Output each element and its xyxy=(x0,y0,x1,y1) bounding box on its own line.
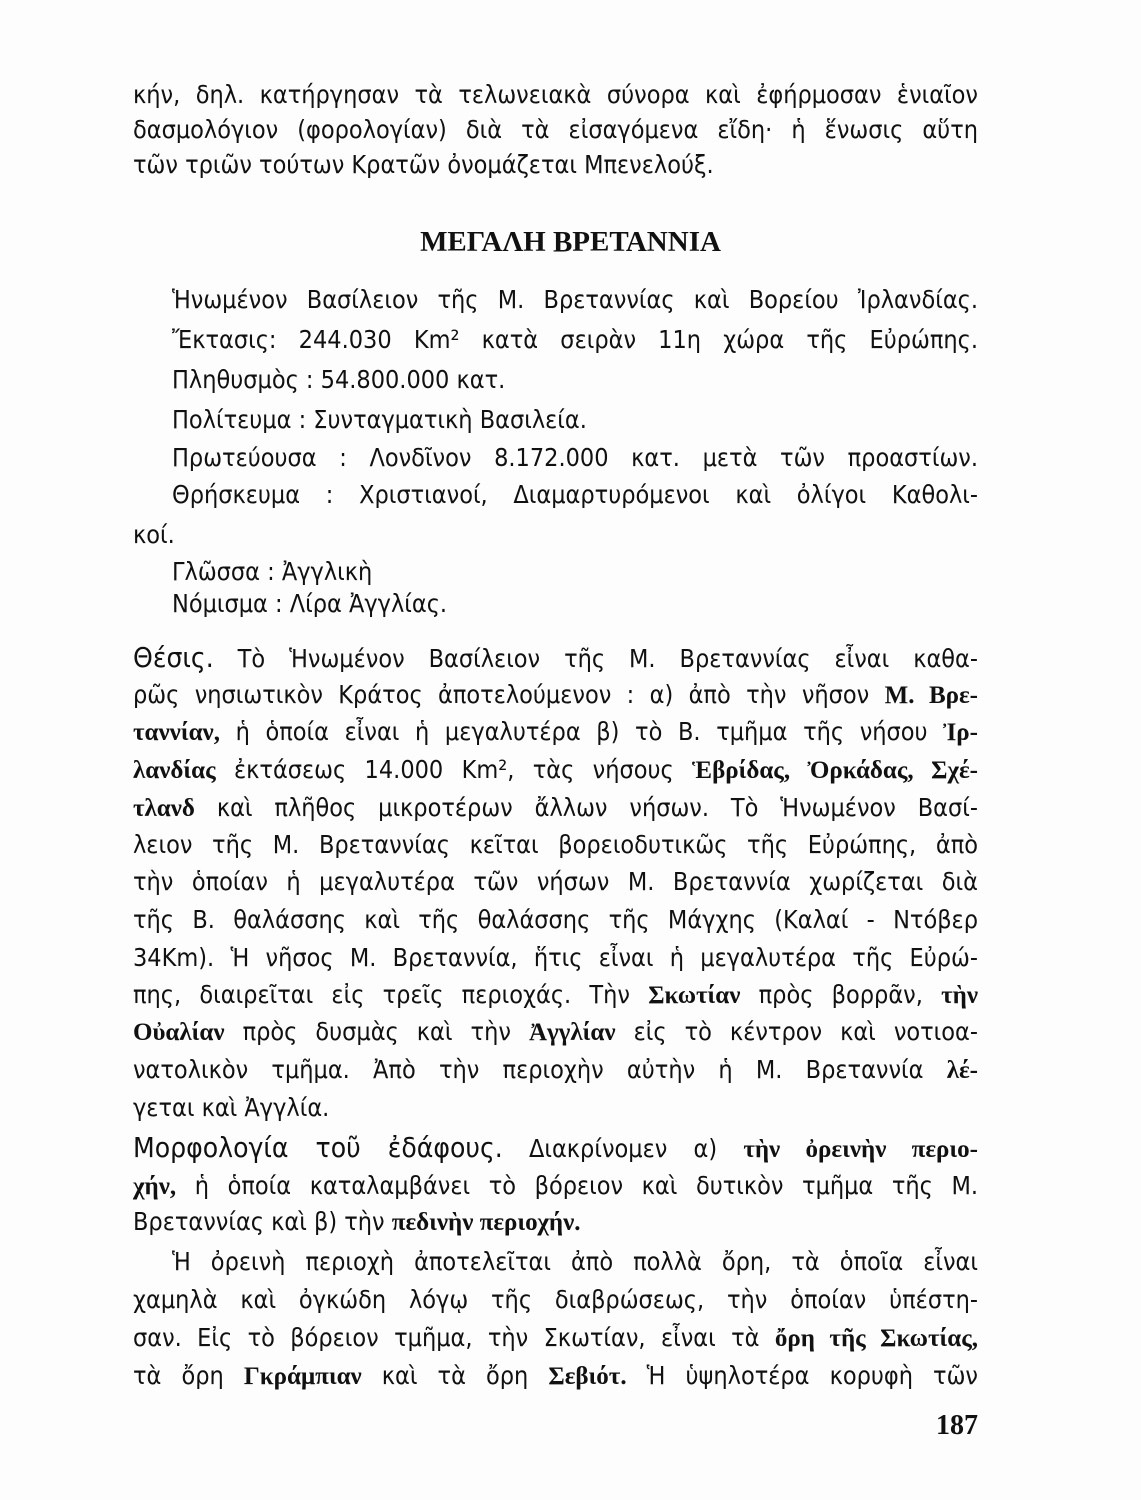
page-number: 187 xyxy=(936,1410,978,1441)
bold-term: Ἰρ- xyxy=(943,719,978,746)
text-span: ρῶς νησιωτικὸν Κράτος ἀποτελούμενον : α) ἀπὸ τὴν νῆσον xyxy=(133,680,885,709)
section-heading: ΜΕΓΑΛΗ ΒΡΕΤΑΝΝΙΑ xyxy=(420,226,721,258)
text-span: ἡ ὁποία καταλαμβάνει τὸ βόρειον καὶ δυτικὸν τμῆμα τῆς Μ. xyxy=(176,1171,978,1200)
text-span: τῆς Β. θαλάσσης καὶ τῆς θαλάσσης τῆς Μάγχης (Καλαί - Ντόβερ xyxy=(133,905,978,934)
text-span: τὴν ὁποίαν ἡ μεγαλυτέρα τῶν νήσων Μ. Βρεταννία χωρίζεται διὰ xyxy=(133,867,978,896)
text-line xyxy=(133,940,978,976)
text-line xyxy=(172,362,505,398)
text-line xyxy=(172,477,978,513)
text-line xyxy=(172,586,447,622)
text-line xyxy=(133,1090,329,1126)
bold-term: Οὐαλίαν xyxy=(133,1019,225,1046)
bold-term: ὄρη τῆς Σκωτίας, xyxy=(774,1325,978,1352)
text-line xyxy=(133,790,978,826)
text-line xyxy=(133,517,175,553)
bold-term: Μ. Βρε- xyxy=(884,682,979,709)
text-span: κοί. xyxy=(133,520,175,549)
text-span: Ἡνωμένον Βασίλειον τῆς Μ. Βρεταννίας καὶ Βορείου Ἰρλανδίας. xyxy=(172,285,978,314)
text-span: σαν. Εἰς τὸ βόρειον τμῆμα, τὴν Σκωτίαν, εἶναι τὰ xyxy=(133,1323,775,1352)
text-span: πης, διαιρεῖται εἰς τρεῖς περιοχάς. Τὴν xyxy=(133,980,649,1009)
text-line xyxy=(172,440,978,476)
text-line xyxy=(133,827,978,863)
text-line xyxy=(172,402,587,438)
text-span: Πολίτευμα : Συνταγματικὴ Βασιλεία. xyxy=(172,405,587,434)
bold-term: τὴν xyxy=(941,982,978,1009)
text-line xyxy=(133,1320,978,1356)
text-span: καὶ τὰ ὄρη xyxy=(361,1361,549,1390)
text-line xyxy=(133,1014,978,1050)
text-span: Ἡ ὑψηλοτέρα κορυφὴ τῶν xyxy=(626,1361,978,1390)
text-span: Νόμισμα : Λίρα Ἀγγλίας. xyxy=(172,589,448,618)
text-span: Πρωτεύουσα : Λονδῖνον 8.172.000 κατ. μετὰ τῶν προαστίων. xyxy=(172,443,978,472)
text-span: 34Km). Ἡ νῆσος Μ. Βρεταννία, ἥτις εἶναι ἡ μεγαλυτέρα τῆς Εὐρώ- xyxy=(133,943,978,972)
text-span: Πληθυσμὸς : 54.800.000 κατ. xyxy=(172,365,506,394)
bold-term: Σεβιότ. xyxy=(548,1363,627,1390)
text-span: ἐκτάσεως 14.000 Km², τὰς νήσους xyxy=(215,755,693,784)
text-span: Ἡ ὀρεινὴ περιοχὴ ἀποτελεῖται ἀπὸ πολλὰ ὄρη, τὰ ὁποῖα εἶναι xyxy=(172,1247,978,1276)
text-span: Βρεταννίας καὶ β) τὴν xyxy=(133,1207,392,1236)
bold-term: πεδινὴν περιοχήν. xyxy=(391,1209,581,1236)
text-line xyxy=(172,322,978,358)
text-line xyxy=(133,77,978,113)
bold-term: Ἀγγλίαν xyxy=(528,1019,616,1046)
text-span: καὶ πλῆθος μικροτέρων ἄλλων νήσων. Τὸ Ἡνωμένον Βασί- xyxy=(194,793,978,822)
text-line xyxy=(133,1052,978,1088)
text-line xyxy=(133,1168,978,1204)
text-span: πρὸς δυσμὰς καὶ τὴν xyxy=(224,1017,529,1046)
text-span: Γλῶσσα : Ἀγγλικὴ xyxy=(172,557,373,586)
text-span: Ἔκτασις: 244.030 Km² κατὰ σειρὰν 11η χώρα τῆς Εὐρώπης. xyxy=(172,325,978,354)
text-line xyxy=(133,147,714,183)
text-line xyxy=(133,677,978,713)
text-line xyxy=(133,864,978,900)
text-line xyxy=(133,1130,978,1166)
text-line xyxy=(133,714,978,750)
text-span: ἡ ὁποία εἶναι ἡ μεγαλυτέρα β) τὸ Β. τμῆμα τῆς νήσου xyxy=(219,717,944,746)
text-line xyxy=(172,282,978,318)
text-line xyxy=(133,1204,581,1240)
text-span: Διακρίνομεν α) xyxy=(502,1134,744,1163)
text-span: γεται καὶ Ἀγγλία. xyxy=(133,1093,330,1122)
text-span: κήν, δηλ. κατήργησαν τὰ τελωνειακὰ σύνορα καὶ ἐφήρμοσαν ἑνιαῖον xyxy=(133,80,978,109)
text-span: χαμηλὰ καὶ ὀγκώδη λόγῳ τῆς διαβρώσεως, τὴν ὁποίαν ὑπέστη- xyxy=(133,1285,978,1314)
text-span: τὰ ὄρη xyxy=(133,1361,244,1390)
bold-term: Ἑβρίδας, Ὀρκάδας, Σχέ- xyxy=(692,757,978,784)
text-span: Τὸ Ἡνωμένον Βασίλειον τῆς Μ. Βρεταννίας εἶναι καθα- xyxy=(213,644,978,673)
text-line xyxy=(172,1244,978,1280)
text-line xyxy=(133,977,978,1013)
text-span: Θρήσκευμα : Χριστιανοί, Διαμαρτυρόμενοι καὶ ὀλίγοι Καθολι- xyxy=(172,480,978,509)
bold-term: τλανδ xyxy=(133,795,195,822)
bold-term: χήν, xyxy=(133,1173,177,1200)
text-span: εἰς τὸ κέντρον καὶ νοτιοα- xyxy=(615,1017,978,1046)
text-span: δασμολόγιον (φορολογίαν) διὰ τὰ εἰσαγόμενα εἴδη· ἡ ἕνωσις αὕτη xyxy=(133,115,978,144)
text-line xyxy=(133,1282,978,1318)
bold-term: τὴν ὀρεινὴν περιο- xyxy=(743,1136,979,1163)
text-line xyxy=(133,902,978,938)
text-line xyxy=(133,640,978,676)
text-span: τῶν τριῶν τούτων Κρατῶν ὀνομάζεται Μπενελούξ. xyxy=(133,150,714,179)
bold-term: Σκωτίαν xyxy=(648,982,741,1009)
paragraph-lead: Μορφολογία τοῦ ἐδάφους. xyxy=(133,1131,503,1164)
bold-term: λέ- xyxy=(946,1057,978,1084)
text-span: λειον τῆς Μ. Βρεταννίας κεῖται βορειοδυτικῶς τῆς Εὐρώπης, ἀπὸ xyxy=(133,830,978,859)
paragraph-lead: Θέσις. xyxy=(133,641,214,674)
text-line xyxy=(172,554,372,590)
bold-term: Γκράμπιαν xyxy=(243,1363,362,1390)
text-line xyxy=(133,1358,978,1394)
text-line xyxy=(133,112,978,148)
text-span: νατολικὸν τμῆμα. Ἀπὸ τὴν περιοχὴν αὐτὴν ἡ Μ. Βρεταννία xyxy=(133,1055,947,1084)
bold-term: ταννίαν, xyxy=(133,719,220,746)
text-line xyxy=(133,752,978,788)
bold-term: λανδίας xyxy=(133,757,216,784)
text-span: πρὸς βορρᾶν, xyxy=(740,980,942,1009)
